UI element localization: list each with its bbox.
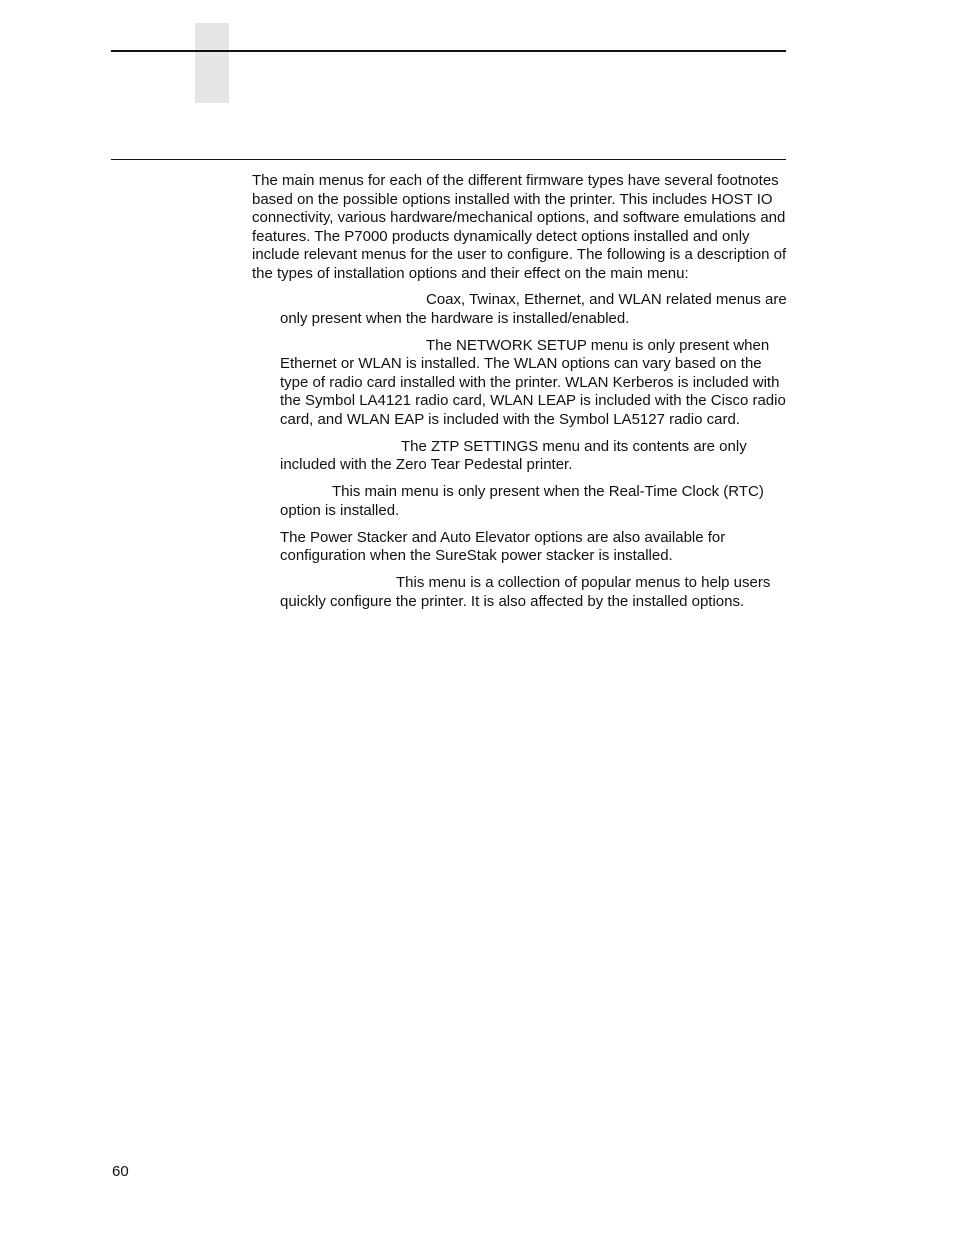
list-item: [280, 574, 787, 611]
option-description: This menu is a collection of popular menus to help users quickly configure the printer. It is also affected by the installed options.: [280, 574, 771, 610]
option-description: The NETWORK SETUP menu is only present when Ethernet or WLAN is installed. The WLAN options can vary based on the type of radio card installed with the printer. WLAN Kerberos is included with the Symbol LA4121 radio card, WLAN LEAP is included with the Cisco radio card, and WLAN EAP is included with the Symbol LA5127 radio card.: [280, 336, 786, 428]
option-description: The ZTP SETTINGS menu and its contents are only included with the Zero Tear Pedestal printer.: [280, 437, 747, 473]
chapter-tab: [195, 23, 229, 103]
section-rule: [111, 159, 786, 160]
list-item: [280, 337, 787, 430]
option-description: This main menu is only present when the Real-Time Clock (RTC) option is installed.: [280, 483, 764, 519]
installation-options-list: [280, 291, 787, 611]
page-number: 60: [112, 1163, 129, 1180]
list-item: [280, 529, 787, 566]
intro-paragraph: The main menus for each of the different firmware types have several footnotes based on the possible options installed with the printer. This includes HOST IO connectivity, various hardware/mechanical options, and software emulations and features. The P7000 products dynamically detect options installed and only include relevant menus for the user to configure. The following is a description of the types of installation options and their effect on the main menu:: [252, 172, 787, 282]
option-description: Coax, Twinax, Ethernet, and WLAN related menus are only present when the hardware is installed/enabled.: [280, 291, 787, 327]
list-item: [280, 291, 787, 328]
body-text: [252, 172, 787, 620]
list-item: [280, 483, 787, 520]
header-rule: [111, 50, 786, 52]
option-description: The Power Stacker and Auto Elevator options are also available for configuration when the SureStak power stacker is installed.: [280, 528, 726, 564]
list-item: [280, 438, 787, 475]
